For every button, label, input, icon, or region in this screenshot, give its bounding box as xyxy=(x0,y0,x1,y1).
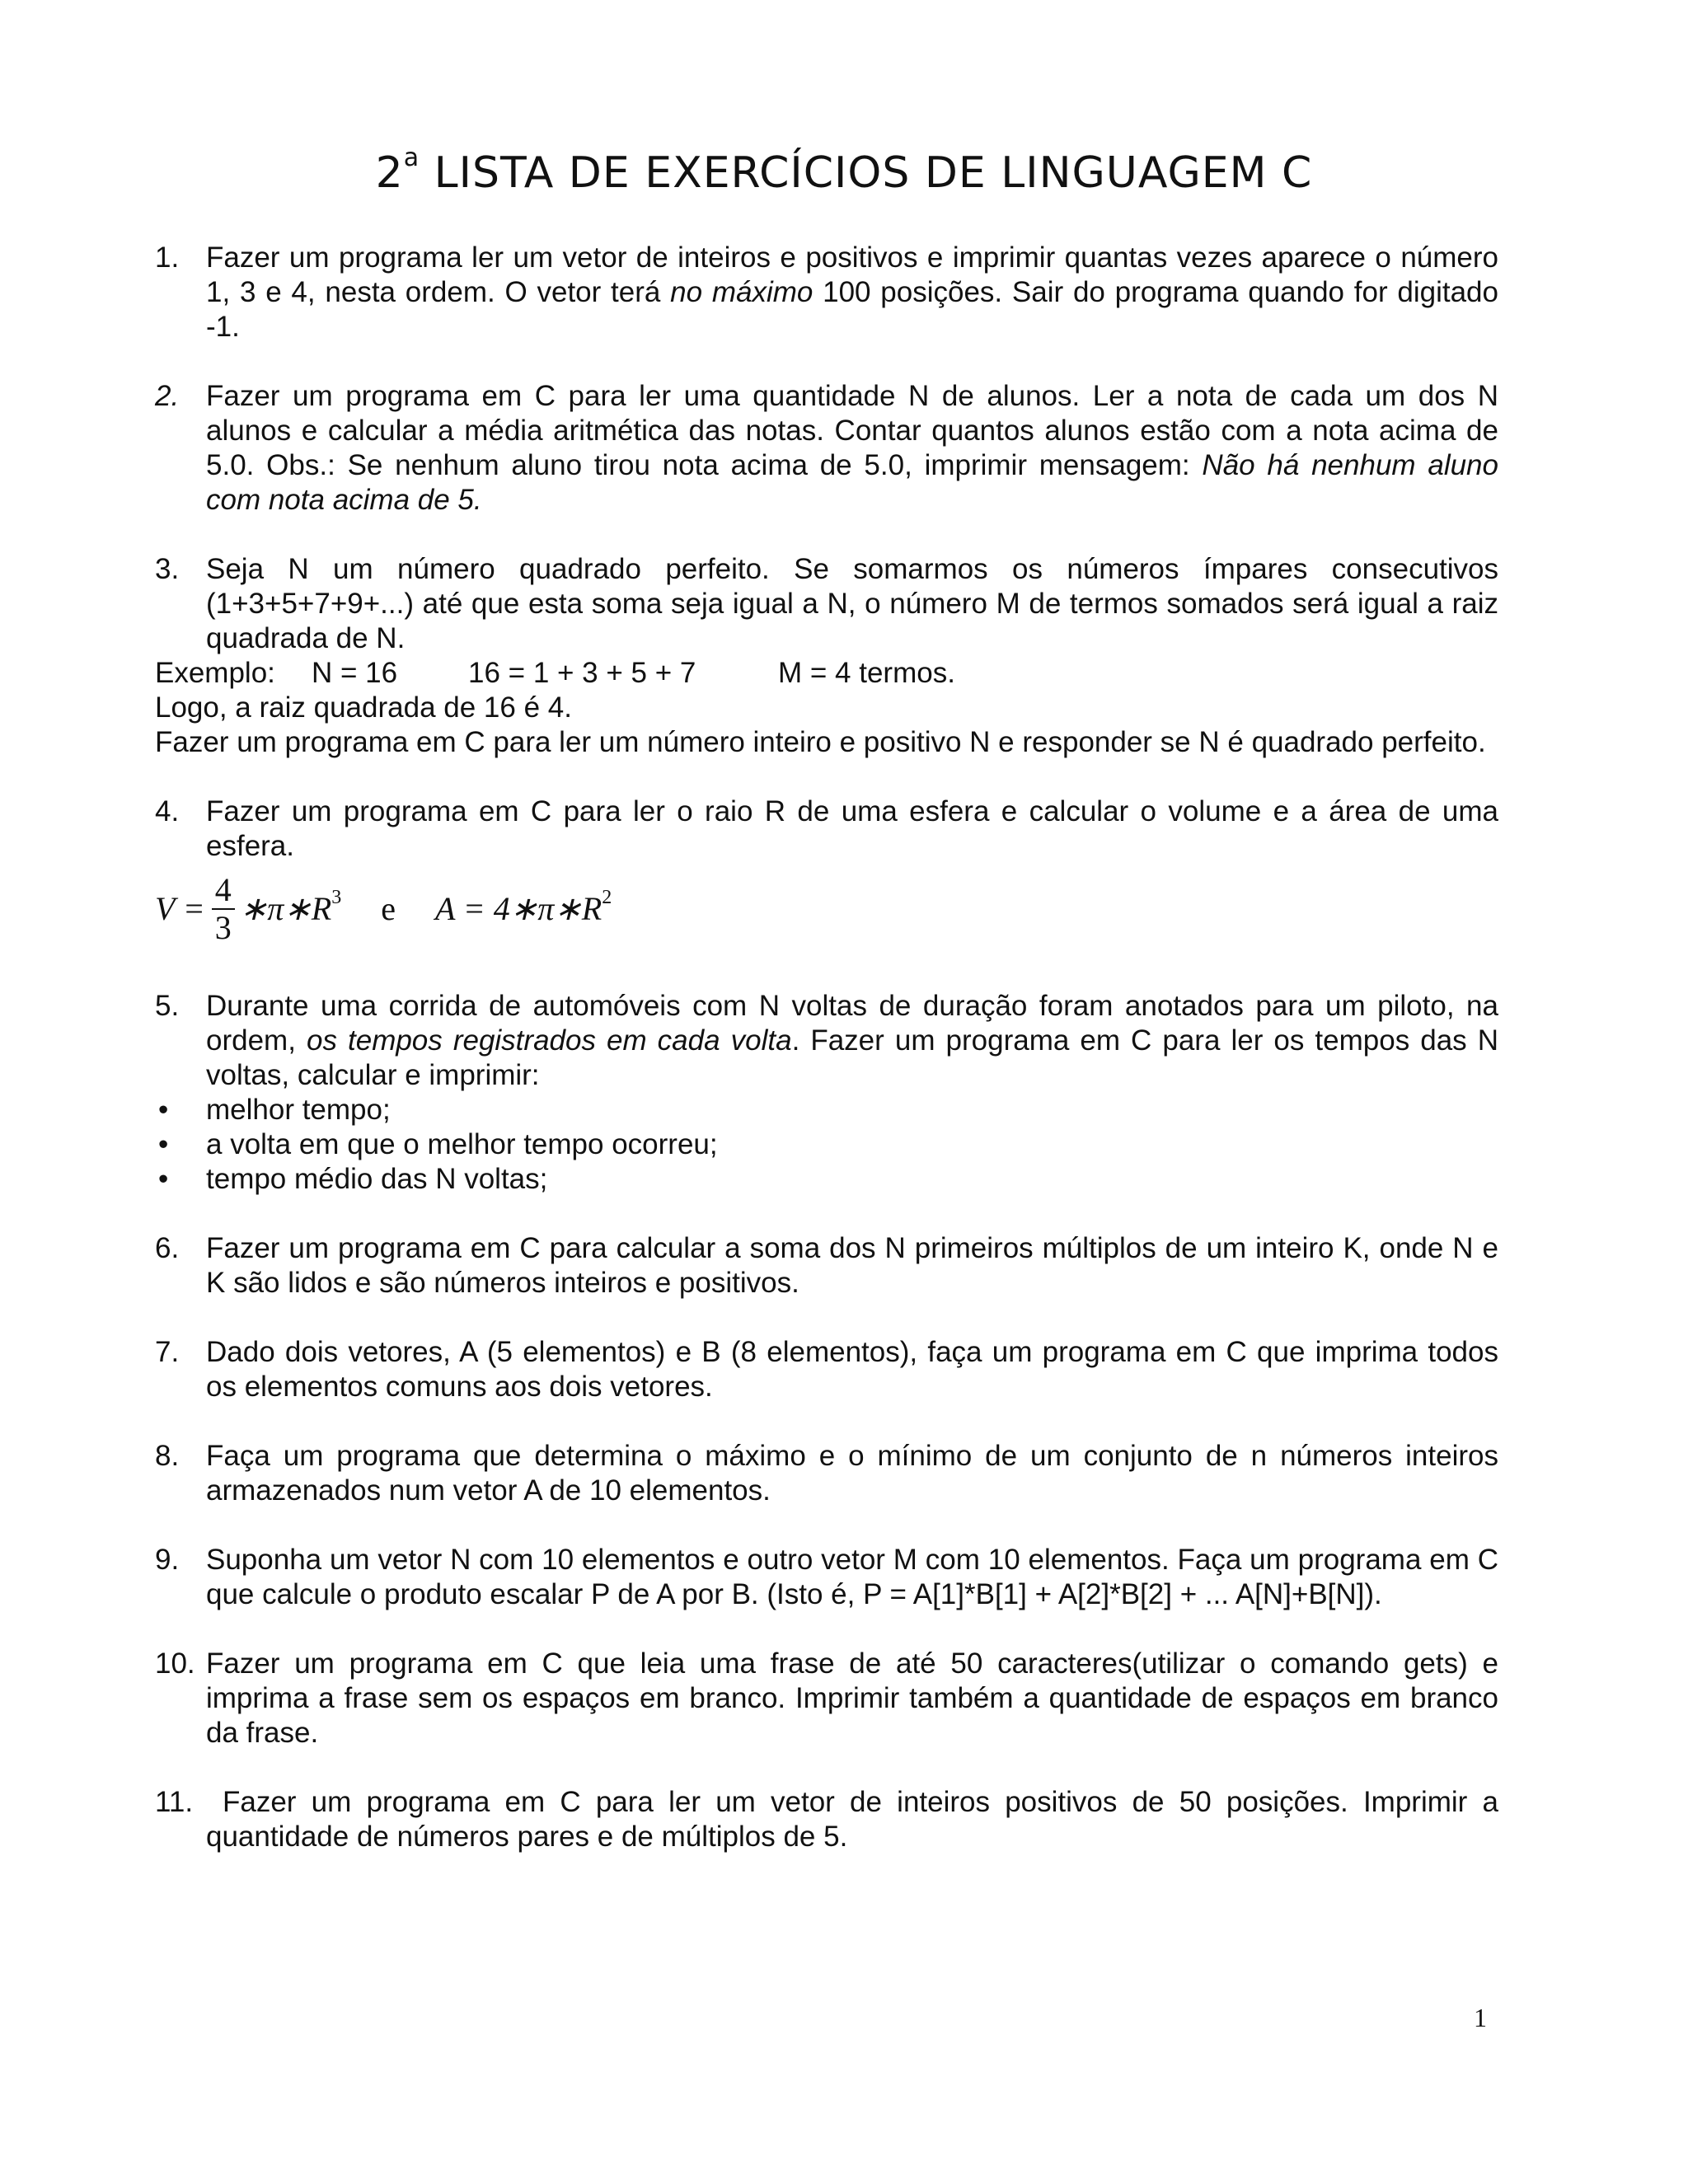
area-formula: A = 4∗π∗R xyxy=(434,890,603,927)
volume-lhs: V = xyxy=(155,890,205,927)
emphasis: Não há nenhum aluno com nota acima de 5. xyxy=(206,449,1498,516)
volume-exponent: 3 xyxy=(331,887,342,908)
fraction xyxy=(212,872,235,946)
emphasis: no máximo xyxy=(670,276,814,308)
exercise-text: Seja N um número quadrado perfeito. Se somarmos os números ímpares consecutivos (1+3+5+7+9+...) até que esta soma seja igual a N, o número M de termos somados será igual a raiz quadrada de N. xyxy=(206,553,1498,654)
fraction-denominator: 3 xyxy=(214,909,232,946)
exercise-text: Fazer um programa em C para calcular a soma dos N primeiros múltiplos de um inteiro K, onde N e K são lidos e são números inteiros e positivos. xyxy=(206,1232,1498,1299)
exercise-list xyxy=(155,241,1498,1889)
example-m: M = 4 termos. xyxy=(778,657,955,689)
exercise-8 xyxy=(155,1439,1498,1508)
exercise-text: Fazer um programa ler um vetor de inteiros e positivos e imprimir quantas vezes aparece o número 1, 3 e 4, nesta ordem. O vetor terá no máximo 100 posições. Sair do programa quando for digitado -1. xyxy=(206,241,1498,343)
example-label: Exemplo: xyxy=(155,657,275,689)
exercise-10 xyxy=(155,1647,1498,1750)
exercise-2 xyxy=(155,379,1498,518)
example-n: N = 16 xyxy=(312,657,398,689)
fraction-numerator: 4 xyxy=(212,872,235,910)
list-item: • melhor tempo; xyxy=(155,1093,1498,1127)
exercise-text: Suponha um vetor N com 10 elementos e outro vetor M com 10 elementos. Faça um programa em C que calcule o produto escalar P de A por B. (Isto é, P = A[1]*B[1] + A[2]*B[2] + ... A[N]+B[N]). xyxy=(206,1544,1498,1610)
exercise-7 xyxy=(155,1335,1498,1404)
exercise-number: 7. xyxy=(155,1336,180,1368)
formula-conjunction: e xyxy=(381,890,396,927)
exercise-3 xyxy=(155,552,1498,760)
page-title xyxy=(0,143,1688,198)
exercise-number: 1. xyxy=(155,241,180,274)
exercise-text: Fazer um programa em C que leia uma frase de até 50 caracteres(utilizar o comando gets) e imprima a frase sem os espaços em branco. Imprimir também a quantidade de espaços em branco da frase. xyxy=(206,1647,1498,1749)
bullet-icon: • xyxy=(158,1128,169,1160)
title-number: 2 xyxy=(375,148,404,198)
area-exponent: 2 xyxy=(602,887,612,908)
example-sum: 16 = 1 + 3 + 5 + 7 xyxy=(468,657,696,689)
exercise-number: 4. xyxy=(155,795,180,827)
exercise-number: 11. xyxy=(155,1786,194,1818)
exercise-number: 3. xyxy=(155,553,180,585)
volume-rhs: ∗π∗R xyxy=(239,890,332,927)
exercise-9 xyxy=(155,1543,1498,1612)
list-item: • tempo médio das N voltas; xyxy=(155,1162,1498,1197)
sphere-formulas xyxy=(155,864,1498,954)
exercise-text: Fazer um programa em C para ler um vetor de inteiros positivos de 50 posições. Imprimir a quantidade de números pares e de múltiplos de 5. xyxy=(206,1786,1498,1853)
exercise-number: 2. xyxy=(155,380,180,412)
exercise-number: 6. xyxy=(155,1232,180,1264)
exercise-4 xyxy=(155,794,1498,954)
title-text: LISTA DE EXERCÍCIOS DE LINGUAGEM C xyxy=(420,148,1313,198)
exercise-text: Fazer um programa em C para ler o raio R de uma esfera e calcular o volume e a área de uma esfera. xyxy=(206,795,1498,862)
exercise-number: 9. xyxy=(155,1544,180,1576)
bullet-icon: • xyxy=(158,1094,169,1126)
list-item: • a volta em que o melhor tempo ocorreu; xyxy=(155,1127,1498,1162)
exercise-number: 8. xyxy=(155,1440,180,1472)
exercise-11 xyxy=(155,1785,1498,1854)
exercise-number: 10. xyxy=(155,1647,195,1680)
title-superscript: a xyxy=(403,143,420,172)
exercise-text: Fazer um programa em C para ler uma quantidade N de alunos. Ler a nota de cada um dos N alunos e calcular a média aritmética das notas. Contar quantos alunos estão com a nota acima de 5.0. Obs.: Se nenhum aluno tirou nota acima de 5.0, imprimir mensagem: Não há nenhum aluno com nota acima de 5. xyxy=(206,380,1498,516)
bullet-icon: • xyxy=(158,1163,169,1195)
exercise-1 xyxy=(155,241,1498,344)
exercise-task: Fazer um programa em C para ler um número inteiro e positivo N e responder se N é quadrado perfeito. xyxy=(155,726,1486,758)
exercise-number: 5. xyxy=(155,990,180,1022)
exercise-text: Durante uma corrida de automóveis com N voltas de duração foram anotados para um piloto, na ordem, os tempos registrados em cada volta. Fazer um programa em C para ler os tempos das N voltas, calcular e imprimir: xyxy=(206,990,1499,1091)
page-number: 1 xyxy=(1474,2003,1487,2032)
example-line xyxy=(155,656,1498,691)
bullet-list xyxy=(155,1093,1498,1197)
exercise-5 xyxy=(155,989,1498,1197)
exercise-text: Dado dois vetores, A (5 elementos) e B (8 elementos), faça um programa em C que imprima todos os elementos comuns aos dois vetores. xyxy=(206,1336,1498,1403)
exercise-6 xyxy=(155,1231,1498,1301)
emphasis: os tempos registrados em cada volta xyxy=(306,1024,792,1057)
exercise-text: Faça um programa que determina o máximo e o mínimo de um conjunto de n números inteiros armazenados num vetor A de 10 elementos. xyxy=(206,1440,1498,1507)
example-conclusion: Logo, a raiz quadrada de 16 é 4. xyxy=(155,691,572,724)
